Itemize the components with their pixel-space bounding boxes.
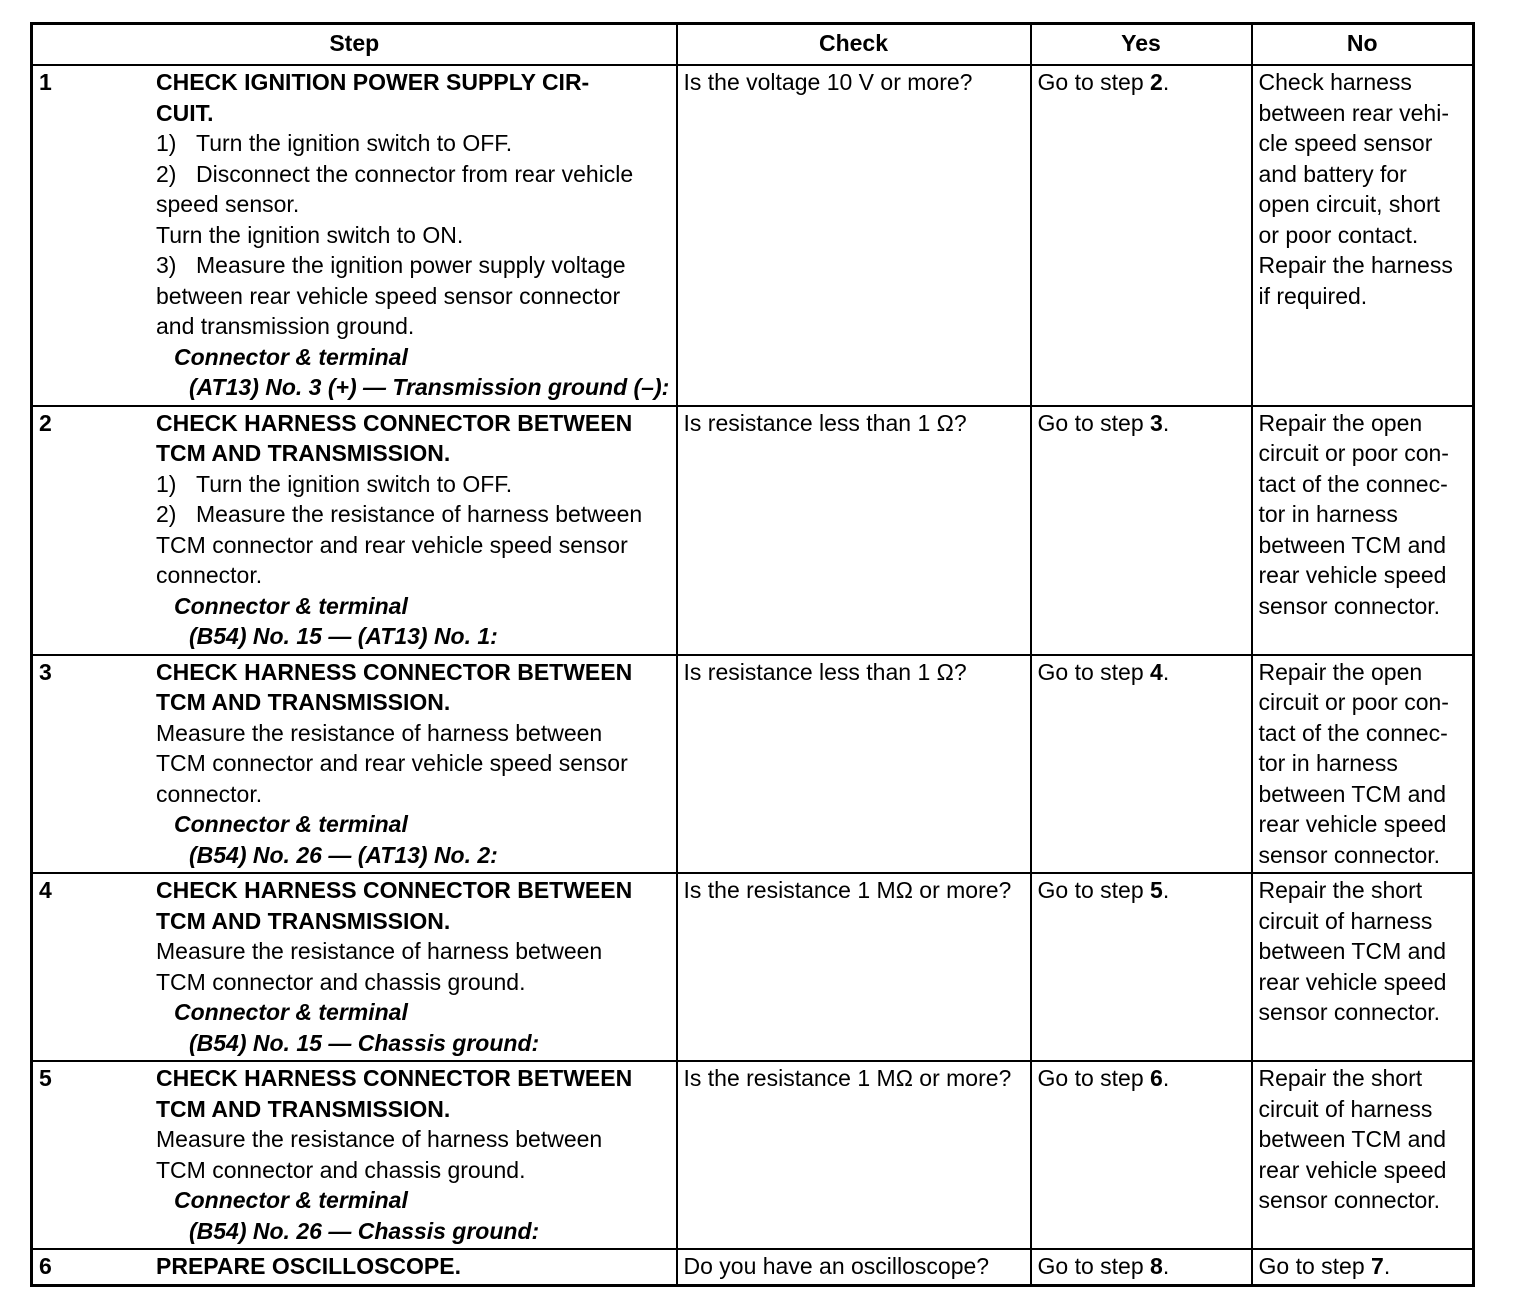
- check-cell: Is resistance less than 1 Ω?: [677, 655, 1031, 874]
- step-cell: [32, 1249, 677, 1285]
- no-action-line: sensor connector.: [1258, 841, 1441, 868]
- step-instruction: [156, 936, 672, 967]
- no-action-line: rear vehicle speed: [1258, 811, 1447, 837]
- step-number: 4: [39, 877, 52, 903]
- instruction-text: Measure the resistance of harness between: [196, 501, 643, 527]
- no-cell: [1252, 1249, 1474, 1285]
- instruction-text: Measure the resistance of harness between: [156, 938, 603, 964]
- check-cell: Is the resistance 1 MΩ or more?: [677, 873, 1031, 1061]
- step-instruction: [156, 560, 672, 591]
- step-body: [156, 1062, 676, 1248]
- instruction-text: speed sensor.: [156, 191, 300, 217]
- no-action-line: circuit or poor con-: [1258, 689, 1449, 715]
- no-action-line: rear vehicle speed: [1258, 562, 1447, 588]
- yes-prefix: Go to step: [1037, 877, 1151, 903]
- yes-prefix: Go to step: [1037, 658, 1151, 685]
- step-instruction: [156, 128, 672, 159]
- step-number: 2: [39, 409, 52, 436]
- instruction-number: 1): [156, 470, 177, 497]
- no-action-line: tact of the connec-: [1258, 719, 1448, 746]
- step-title: CUIT.: [156, 99, 214, 126]
- step-title: TCM AND TRANSMISSION.: [156, 689, 451, 715]
- terminal-spec: (B54) No. 15 — (AT13) No. 1:: [189, 623, 498, 649]
- step-body: [156, 656, 676, 873]
- instruction-text: Turn the ignition switch to OFF.: [196, 130, 513, 156]
- step-cell: [32, 65, 677, 406]
- connector-label: Connector & terminal: [174, 592, 408, 619]
- no-cell: [1252, 406, 1474, 655]
- no-action-line: Repair the short: [1258, 1065, 1423, 1091]
- yes-suffix: .: [1162, 658, 1170, 685]
- yes-prefix: Go to step: [1037, 409, 1151, 436]
- connector-label: Connector & terminal: [174, 1187, 408, 1213]
- yes-suffix: .: [1162, 1065, 1170, 1091]
- yes-cell: [1031, 65, 1252, 406]
- step-cell: [32, 406, 677, 655]
- instruction-text: connector.: [156, 780, 263, 807]
- instruction-text: connector.: [156, 562, 263, 588]
- no-action-line: cle speed sensor: [1258, 130, 1433, 156]
- table-row: [32, 655, 1474, 874]
- no-action-line: sensor connector.: [1258, 999, 1441, 1025]
- yes-suffix: .: [1162, 1253, 1170, 1279]
- step-body: [156, 66, 676, 405]
- instruction-text: Turn the ignition switch to ON.: [156, 221, 464, 248]
- step-instruction: [156, 250, 672, 281]
- step-instruction: [156, 718, 672, 749]
- yes-step-number: 2: [1150, 69, 1163, 95]
- step-instruction: [156, 189, 672, 220]
- no-action-line: sensor connector.: [1258, 592, 1441, 619]
- no-step-number: 7: [1371, 1253, 1384, 1279]
- yes-step-number: 6: [1150, 1065, 1163, 1091]
- no-action-line: between TCM and: [1258, 780, 1447, 807]
- step-title: TCM AND TRANSMISSION.: [156, 907, 451, 934]
- no-prefix: Go to step: [1258, 1253, 1372, 1279]
- check-cell: Is the voltage 10 V or more?: [677, 65, 1031, 406]
- yes-cell: [1031, 1249, 1252, 1285]
- step-instruction: [156, 311, 672, 342]
- yes-step-number: 3: [1150, 409, 1163, 436]
- table-row: [32, 1061, 1474, 1249]
- check-cell: Is the resistance 1 MΩ or more?: [677, 1061, 1031, 1249]
- step-cell: [32, 873, 677, 1061]
- step-instruction: [156, 779, 672, 810]
- no-action-line: between TCM and: [1258, 1126, 1447, 1152]
- yes-prefix: Go to step: [1037, 69, 1151, 95]
- step-title: TCM AND TRANSMISSION.: [156, 1095, 451, 1122]
- header-yes: Yes: [1031, 24, 1252, 66]
- no-action-line: Repair the open: [1258, 658, 1423, 685]
- yes-prefix: Go to step: [1037, 1065, 1151, 1091]
- step-instruction: [156, 281, 672, 312]
- step-body: [156, 874, 676, 1060]
- instruction-text: TCM connector and chassis ground.: [156, 1156, 526, 1183]
- no-cell: [1252, 873, 1474, 1061]
- table-row: [32, 1249, 1474, 1285]
- terminal-spec: (AT13) No. 3 (+) — Transmission ground (–):: [189, 374, 670, 400]
- step-instruction: [156, 1124, 672, 1155]
- yes-cell: [1031, 873, 1252, 1061]
- instruction-number: 2): [156, 160, 177, 187]
- instruction-text: and transmission ground.: [156, 313, 415, 339]
- step-instruction: [156, 159, 672, 190]
- terminal-spec: (B54) No. 15 — Chassis ground:: [189, 1029, 540, 1056]
- table-row: [32, 65, 1474, 406]
- instruction-text: Measure the resistance of harness between: [156, 1126, 603, 1152]
- no-action-line: tact of the connec-: [1258, 470, 1448, 497]
- step-body: [156, 1250, 676, 1284]
- no-action-line: circuit of harness: [1258, 907, 1433, 934]
- yes-step-number: 8: [1150, 1253, 1163, 1279]
- yes-cell: [1031, 655, 1252, 874]
- table-row: [32, 406, 1474, 655]
- instruction-text: Measure the ignition power supply voltage: [196, 252, 626, 278]
- no-cell: [1252, 1061, 1474, 1249]
- check-cell: Do you have an oscilloscope?: [677, 1249, 1031, 1285]
- instruction-text: TCM connector and chassis ground.: [156, 968, 526, 995]
- no-action-line: if required.: [1258, 282, 1368, 309]
- step-title: CHECK HARNESS CONNECTOR BETWEEN: [156, 658, 633, 685]
- no-action-line: Repair the open: [1258, 409, 1423, 436]
- no-cell: [1252, 655, 1474, 874]
- no-action-line: Check harness: [1258, 69, 1412, 95]
- step-title: CHECK HARNESS CONNECTOR BETWEEN: [156, 877, 633, 903]
- yes-cell: [1031, 1061, 1252, 1249]
- check-cell: Is resistance less than 1 Ω?: [677, 406, 1031, 655]
- no-action-line: Repair the short: [1258, 877, 1423, 903]
- yes-suffix: .: [1162, 69, 1170, 95]
- no-action-line: circuit of harness: [1258, 1095, 1433, 1122]
- header-check: Check: [677, 24, 1031, 66]
- no-action-line: tor in harness: [1258, 501, 1398, 527]
- no-action-line: and battery for: [1258, 160, 1407, 187]
- no-action-line: open circuit, short: [1258, 191, 1441, 217]
- instruction-text: Turn the ignition switch to OFF.: [196, 470, 513, 497]
- no-action-line: rear vehicle speed: [1258, 968, 1447, 995]
- step-instruction: [156, 748, 672, 779]
- instruction-text: Measure the resistance of harness between: [156, 719, 603, 746]
- step-title: PREPARE OSCILLOSCOPE.: [156, 1253, 462, 1279]
- step-instruction: [156, 1155, 672, 1186]
- step-title: CHECK HARNESS CONNECTOR BETWEEN: [156, 409, 633, 436]
- yes-suffix: .: [1162, 409, 1170, 436]
- instruction-text: TCM connector and rear vehicle speed sensor: [156, 750, 628, 776]
- yes-step-number: 4: [1150, 658, 1163, 685]
- yes-step-number: 5: [1150, 877, 1163, 903]
- step-title: CHECK IGNITION POWER SUPPLY CIR-: [156, 69, 590, 95]
- header-no: No: [1252, 24, 1474, 66]
- step-instruction: [156, 220, 672, 251]
- table-row: [32, 873, 1474, 1061]
- no-cell: [1252, 65, 1474, 406]
- no-action-line: rear vehicle speed: [1258, 1156, 1447, 1183]
- no-action-line: Repair the harness: [1258, 252, 1453, 278]
- step-number: 6: [39, 1253, 52, 1279]
- step-cell: [32, 1061, 677, 1249]
- header-step: Step: [32, 24, 677, 66]
- no-suffix: .: [1383, 1253, 1391, 1279]
- instruction-number: 3): [156, 252, 177, 278]
- diagnostic-table: [30, 22, 1475, 1287]
- step-instruction: [156, 499, 672, 530]
- no-action-line: between TCM and: [1258, 531, 1447, 558]
- terminal-spec: (B54) No. 26 — Chassis ground:: [189, 1217, 540, 1244]
- yes-prefix: Go to step: [1037, 1253, 1151, 1279]
- instruction-number: 1): [156, 130, 177, 156]
- step-number: 5: [39, 1065, 52, 1091]
- instruction-number: 2): [156, 501, 177, 527]
- connector-label: Connector & terminal: [174, 999, 408, 1025]
- instruction-text: between rear vehicle speed sensor connector: [156, 282, 621, 309]
- no-action-line: tor in harness: [1258, 750, 1398, 776]
- step-number: 1: [39, 69, 52, 95]
- no-action-line: between rear vehi-: [1258, 99, 1449, 126]
- step-number: 3: [39, 658, 52, 685]
- connector-label: Connector & terminal: [174, 343, 408, 370]
- step-instruction: [156, 530, 672, 561]
- terminal-spec: (B54) No. 26 — (AT13) No. 2:: [189, 841, 498, 868]
- yes-cell: [1031, 406, 1252, 655]
- step-instruction: [156, 469, 672, 500]
- instruction-text: TCM connector and rear vehicle speed sensor: [156, 531, 628, 558]
- step-body: [156, 407, 676, 654]
- yes-suffix: .: [1162, 877, 1170, 903]
- instruction-text: Disconnect the connector from rear vehicle: [196, 160, 634, 187]
- header-row: [32, 24, 1474, 66]
- no-action-line: circuit or poor con-: [1258, 440, 1449, 466]
- step-cell: [32, 655, 677, 874]
- step-title: TCM AND TRANSMISSION.: [156, 440, 451, 466]
- no-action-line: between TCM and: [1258, 938, 1447, 964]
- no-action-line: sensor connector.: [1258, 1187, 1441, 1213]
- step-title: CHECK HARNESS CONNECTOR BETWEEN: [156, 1065, 633, 1091]
- step-instruction: [156, 967, 672, 998]
- connector-label: Connector & terminal: [174, 811, 408, 837]
- no-action-line: or poor contact.: [1258, 221, 1419, 248]
